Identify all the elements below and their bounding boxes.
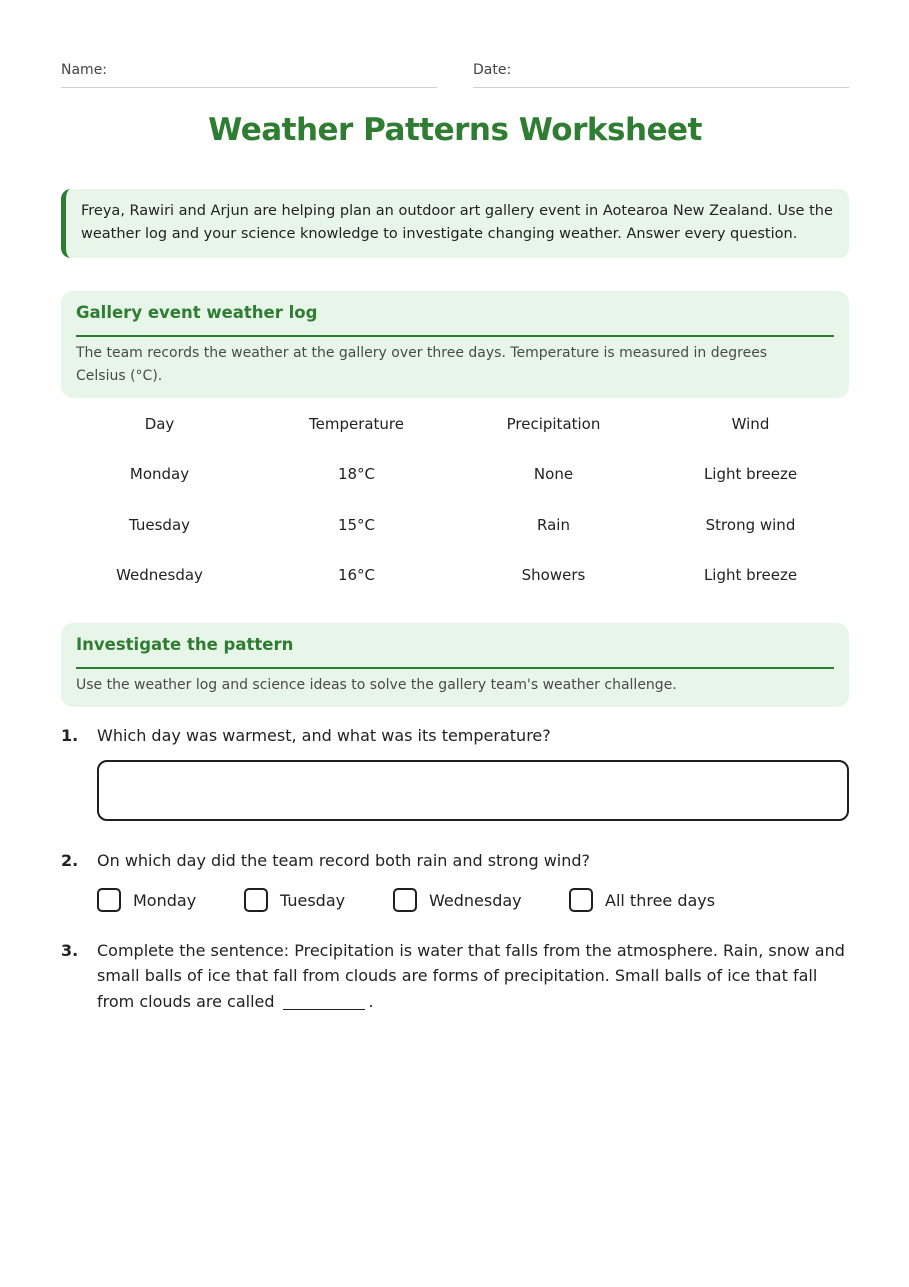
name-label: Name:	[61, 62, 108, 78]
question-text-wrapper	[97, 938, 849, 1014]
cell-precipitation: Showers	[521, 566, 586, 585]
table-row	[61, 500, 849, 551]
option-wednesday[interactable]	[393, 886, 522, 914]
cell-day: Wednesday	[116, 566, 203, 585]
cell-precipitation: Rain	[537, 515, 570, 534]
investigate-title: Investigate the pattern	[76, 635, 294, 654]
column-header-day: Day	[144, 415, 175, 433]
checkbox[interactable]	[393, 888, 417, 912]
cell-temperature: 16°C	[337, 566, 376, 585]
investigate-description: Use the weather log and science ideas to solve the gallery team's weather challenge.	[76, 677, 677, 693]
section-divider	[76, 335, 834, 337]
date-label: Date:	[473, 62, 512, 78]
checkbox[interactable]	[97, 888, 121, 912]
section-divider	[76, 667, 834, 669]
option-label: All three days	[605, 890, 716, 910]
cell-day: Monday	[129, 465, 190, 484]
answer-box-question-1[interactable]	[97, 760, 849, 821]
cell-wind: Strong wind	[705, 515, 796, 534]
question-text: Which day was warmest, and what was its temperature?	[97, 726, 551, 745]
date-field[interactable]	[473, 62, 849, 88]
page-title: Weather Patterns Worksheet	[208, 112, 702, 148]
question-2-options	[97, 886, 849, 914]
option-label: Monday	[133, 890, 197, 910]
cell-wind: Light breeze	[703, 465, 798, 484]
fill-in-blank[interactable]	[283, 991, 365, 1010]
cell-precipitation: None	[533, 465, 574, 484]
question-text: Complete the sentence: Precipitation is water that falls from the atmosphere. Rain, snow and small balls of ice that fall from clouds are forms of precipitation. Small balls of ice that fall from clouds are called	[97, 941, 845, 1011]
option-label: Wednesday	[429, 890, 522, 910]
table-row	[61, 443, 849, 500]
investigate-header	[61, 623, 849, 707]
checkbox[interactable]	[244, 888, 268, 912]
weather-log-header	[61, 291, 849, 398]
table-row	[61, 550, 849, 601]
column-header-precipitation: Precipitation	[506, 415, 601, 433]
checkbox[interactable]	[569, 888, 593, 912]
intro-panel	[61, 189, 849, 258]
cell-temperature: 15°C	[337, 515, 376, 534]
option-all-three-days[interactable]	[569, 886, 715, 914]
intro-text: Freya, Rawiri and Arjun are helping plan an outdoor art gallery event in Aotearoa New Zealand. Use the weather log and your science knowledge to investigate changing weather. Answer every question.	[81, 203, 833, 242]
option-label: Tuesday	[280, 890, 346, 910]
weather-log-title: Gallery event weather log	[76, 303, 318, 322]
cell-wind: Light breeze	[703, 566, 798, 585]
table-header-row	[61, 405, 849, 443]
question-number: 3.	[61, 941, 79, 960]
weather-log-table	[61, 405, 849, 601]
column-header-wind: Wind	[731, 415, 770, 433]
weather-log-description: The team records the weather at the gallery over three days. Temperature is measured in degrees Celsius (°C).	[76, 345, 768, 384]
option-monday[interactable]	[97, 886, 196, 914]
student-info-row	[61, 62, 849, 88]
question-text-end: .	[368, 992, 374, 1011]
question-text: On which day did the team record both rain and strong wind?	[97, 851, 591, 870]
cell-day: Tuesday	[128, 515, 191, 534]
question-number: 1.	[61, 726, 79, 745]
column-header-temperature: Temperature	[308, 415, 405, 433]
question-number: 2.	[61, 851, 79, 870]
option-tuesday[interactable]	[244, 886, 345, 914]
name-field[interactable]	[61, 62, 437, 88]
cell-temperature: 18°C	[337, 465, 376, 484]
